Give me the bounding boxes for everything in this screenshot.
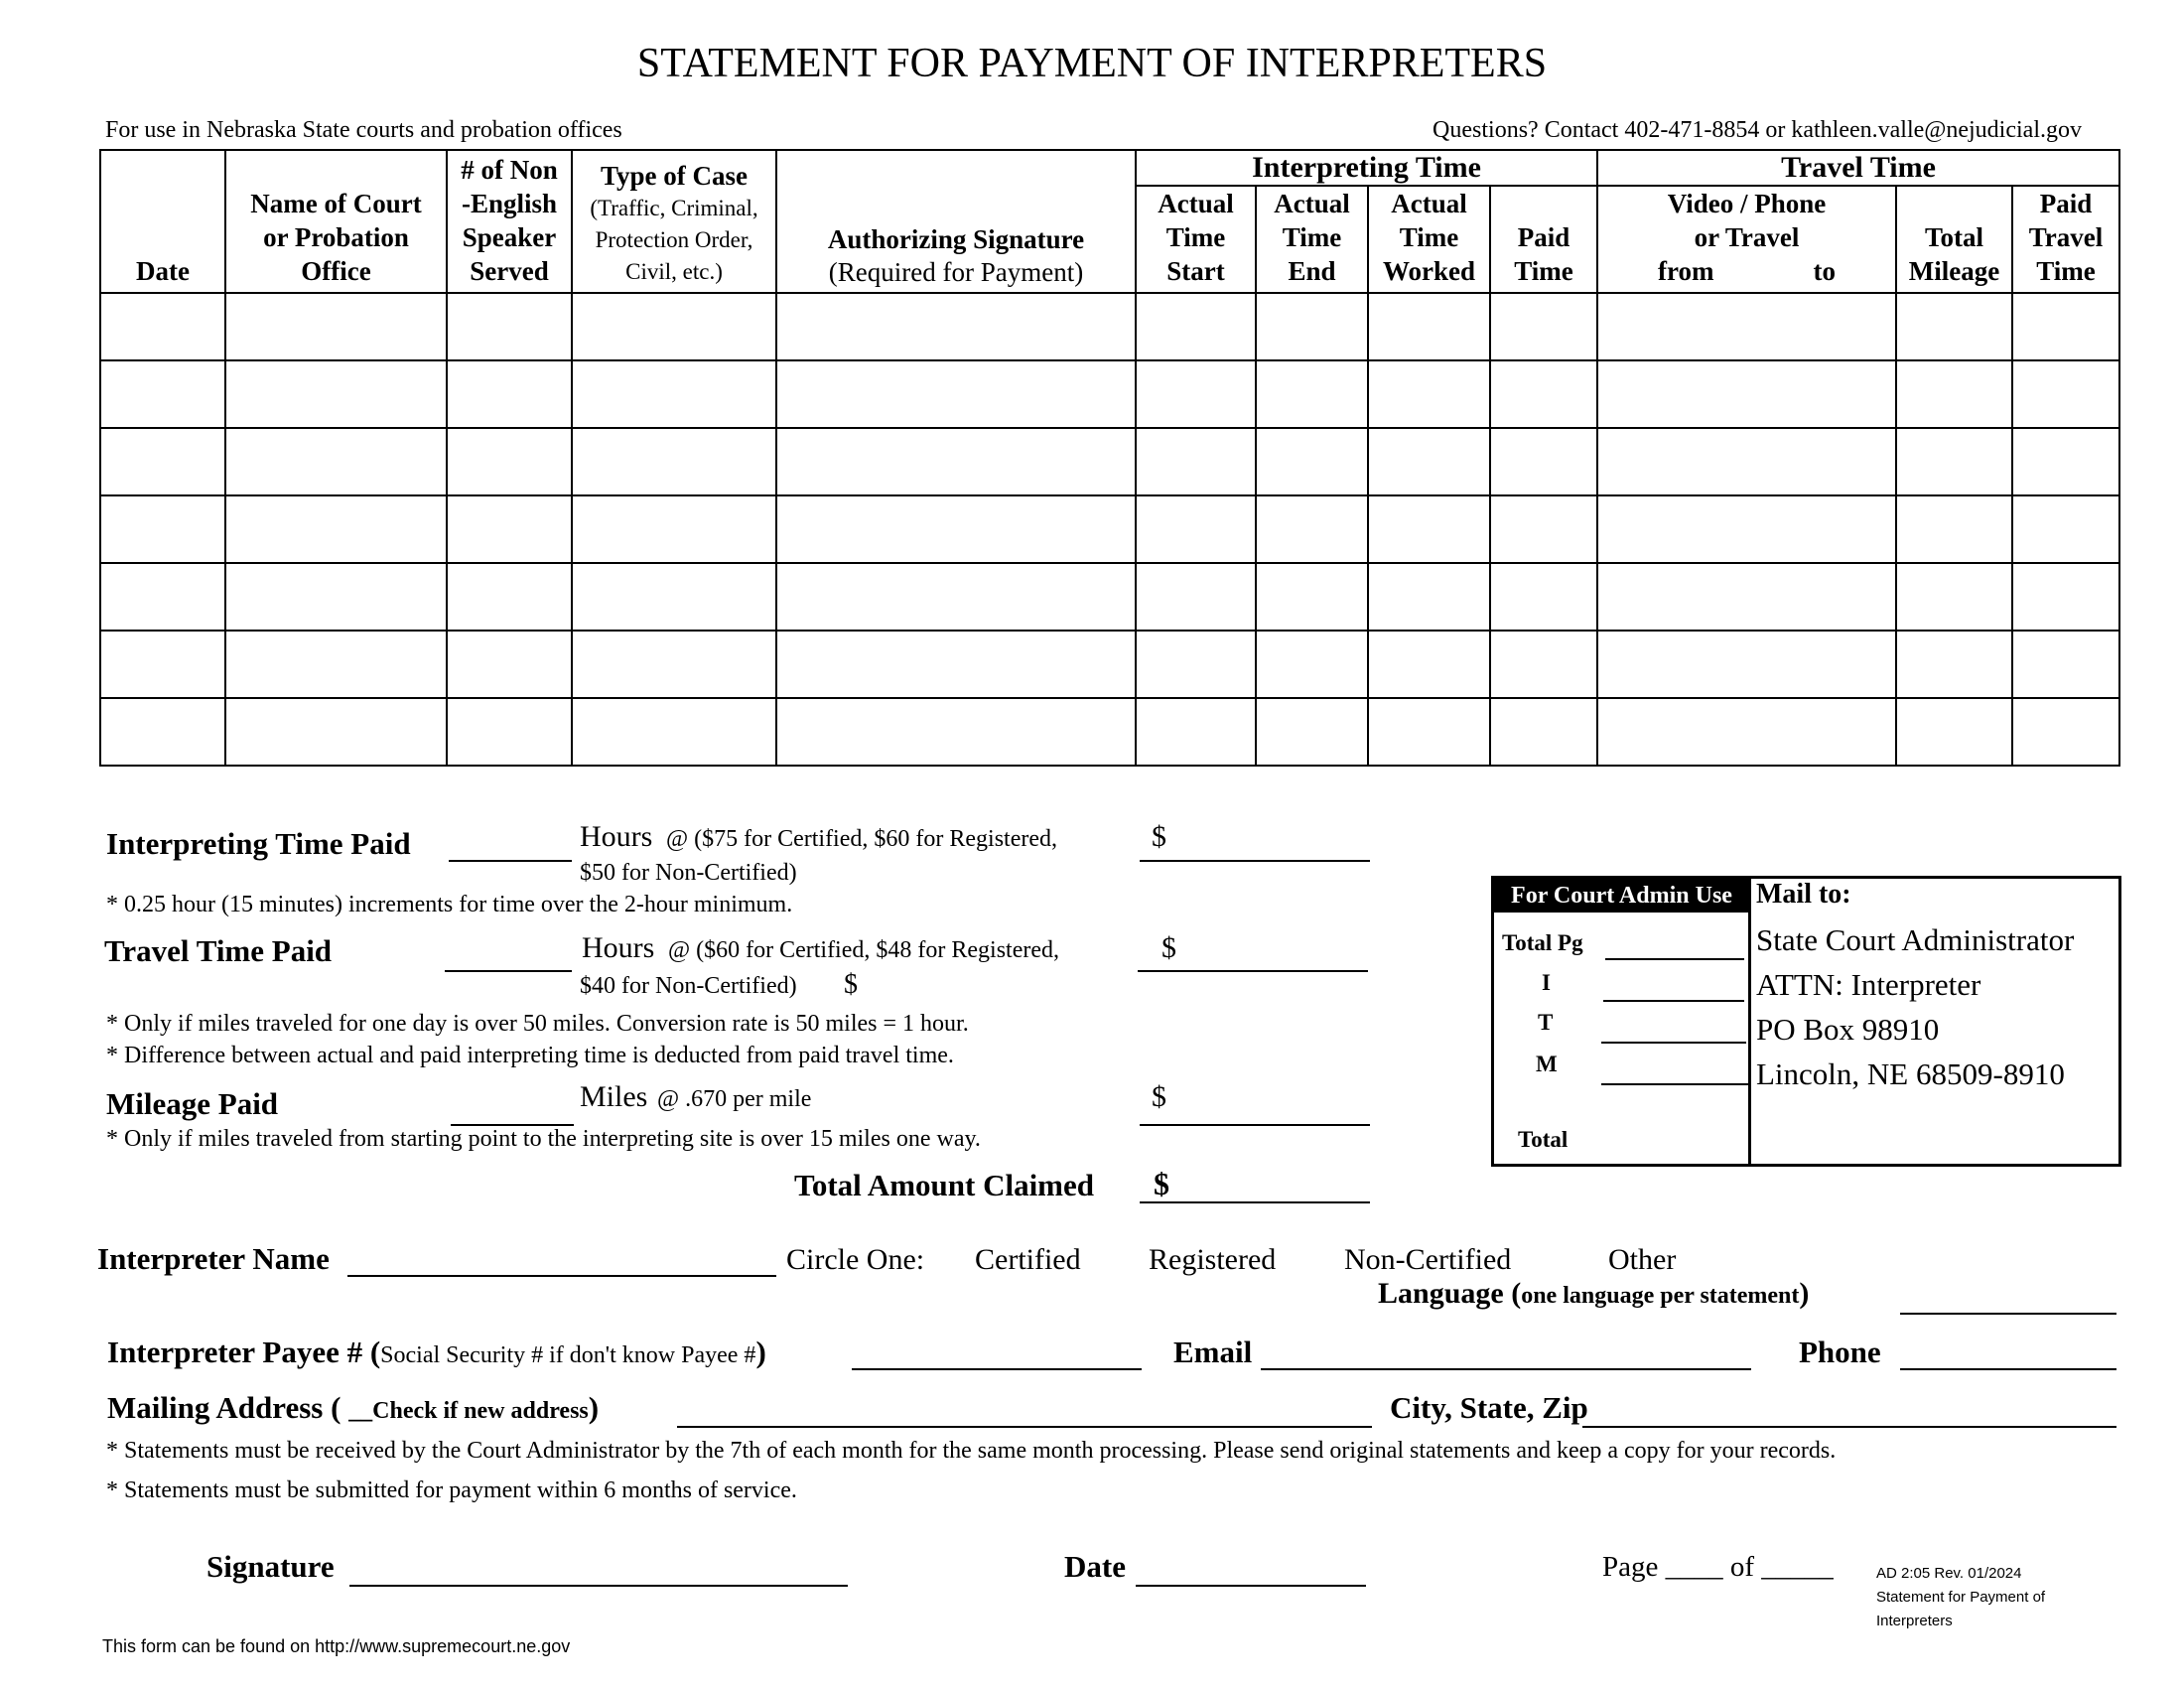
travel-inline-dollar: $: [844, 969, 858, 1000]
table-cell[interactable]: [1896, 698, 2012, 766]
col-time-start: Actual Time Start: [1136, 186, 1256, 293]
table-cell[interactable]: [776, 563, 1136, 631]
col-video-phone: Video / Phone or Travel from to: [1597, 186, 1896, 293]
col-time-end: Actual Time End: [1256, 186, 1368, 293]
table-cell[interactable]: [1136, 495, 1256, 563]
table-row: [100, 360, 2119, 428]
signature-label: Signature: [206, 1549, 335, 1584]
mailing-address-field[interactable]: [677, 1426, 1372, 1428]
table-cell[interactable]: [1896, 428, 2012, 495]
table-cell[interactable]: [1136, 631, 1256, 698]
table-cell[interactable]: [447, 631, 572, 698]
interpreter-name-field[interactable]: [347, 1275, 776, 1277]
col-speakers: # of Non -English Speaker Served: [447, 150, 572, 293]
table-cell[interactable]: [1368, 360, 1490, 428]
table-cell[interactable]: [100, 563, 225, 631]
table-cell[interactable]: [572, 631, 776, 698]
table-cell[interactable]: [225, 495, 447, 563]
date-field[interactable]: [1136, 1585, 1366, 1587]
table-cell[interactable]: [1256, 495, 1368, 563]
travel-hours-word: Hours: [582, 931, 655, 964]
total-amount-field[interactable]: [1140, 1201, 1370, 1203]
table-cell[interactable]: [1896, 360, 2012, 428]
option-non-certified[interactable]: Non-Certified: [1344, 1243, 1512, 1276]
travel-note-1: * Only if miles traveled for one day is over 50 miles. Conversion rate is 50 miles = 1 hour.: [106, 1011, 969, 1037]
table-cell[interactable]: [225, 428, 447, 495]
travel-dollar: $: [1161, 931, 1176, 964]
table-cell[interactable]: [1256, 698, 1368, 766]
group-interpreting-time: Interpreting Time: [1136, 150, 1597, 186]
interp-time-label: Interpreting Time Paid: [106, 826, 411, 861]
mail-to-label: Mail to:: [1756, 879, 1851, 910]
table-cell[interactable]: [1490, 631, 1597, 698]
mileage-label: Mileage Paid: [106, 1086, 279, 1121]
interp-rates-1: @ ($75 for Certified, $60 for Registered,: [666, 826, 1057, 852]
col-auth-signature: Authorizing Signature (Required for Payment): [776, 150, 1136, 293]
table-cell[interactable]: [1368, 631, 1490, 698]
mail-address-2: ATTN: Interpreter: [1756, 967, 1981, 1002]
table-cell[interactable]: [1597, 698, 1896, 766]
table-cell[interactable]: [776, 293, 1136, 360]
table-cell[interactable]: [447, 563, 572, 631]
table-cell[interactable]: [1368, 563, 1490, 631]
table-cell[interactable]: [572, 495, 776, 563]
table-cell[interactable]: [225, 360, 447, 428]
table-cell[interactable]: [1256, 631, 1368, 698]
table-cell[interactable]: [2012, 293, 2119, 360]
language-field[interactable]: [1900, 1313, 2116, 1315]
table-cell[interactable]: [1490, 563, 1597, 631]
form-subtitle-left: For use in Nebraska State courts and probation offices: [105, 117, 622, 143]
signature-field[interactable]: [349, 1585, 848, 1587]
table-cell[interactable]: [1368, 293, 1490, 360]
table-cell[interactable]: [100, 428, 225, 495]
table-cell[interactable]: [1490, 293, 1597, 360]
table-cell[interactable]: [100, 293, 225, 360]
admin-t-field[interactable]: [1601, 1042, 1746, 1044]
col-total-mileage: Total Mileage: [1896, 186, 2012, 293]
table-row: [100, 495, 2119, 563]
submission-note-1: * Statements must be received by the Court Administrator by the 7th of each month for the same month processing. Please send original statements and keep a copy for your records.: [106, 1438, 1837, 1464]
circle-one-label: Circle One:: [786, 1243, 925, 1276]
table-cell[interactable]: [572, 360, 776, 428]
table-cell[interactable]: [1136, 293, 1256, 360]
table-cell[interactable]: [776, 428, 1136, 495]
table-cell[interactable]: [225, 563, 447, 631]
total-claimed-label: Total Amount Claimed: [794, 1168, 1095, 1202]
table-cell[interactable]: [2012, 360, 2119, 428]
table-cell[interactable]: [447, 293, 572, 360]
admin-total-label: Total: [1518, 1127, 1569, 1152]
travel-note-2: * Difference between actual and paid interpreting time is deducted from paid travel time.: [106, 1043, 954, 1068]
table-row: [100, 698, 2119, 766]
table-cell[interactable]: [225, 698, 447, 766]
interpreter-name-label: Interpreter Name: [97, 1241, 330, 1276]
court-admin-divider: [1748, 879, 1751, 1164]
mileage-rate: @ .670 per mile: [657, 1086, 812, 1112]
table-cell[interactable]: [1256, 293, 1368, 360]
table-cell[interactable]: [776, 631, 1136, 698]
table-cell[interactable]: [2012, 698, 2119, 766]
table-cell[interactable]: [1896, 631, 2012, 698]
mail-address-4: Lincoln, NE 68509-8910: [1756, 1056, 2065, 1091]
interp-hours-word: Hours: [580, 820, 653, 853]
table-cell[interactable]: [572, 698, 776, 766]
admin-total-pg-field[interactable]: [1605, 958, 1744, 960]
table-cell[interactable]: [1256, 428, 1368, 495]
table-cell[interactable]: [2012, 428, 2119, 495]
table-row: [100, 428, 2119, 495]
table-cell[interactable]: [100, 631, 225, 698]
table-cell[interactable]: [100, 360, 225, 428]
col-time-worked: Actual Time Worked: [1368, 186, 1490, 293]
option-registered[interactable]: Registered: [1149, 1243, 1277, 1276]
travel-amount-field[interactable]: [1138, 970, 1368, 972]
table-cell[interactable]: [1490, 495, 1597, 563]
form-code-2: Statement for Payment of: [1876, 1589, 2046, 1606]
table-cell[interactable]: [447, 698, 572, 766]
table-cell[interactable]: [100, 495, 225, 563]
table-cell[interactable]: [1136, 360, 1256, 428]
table-row: [100, 631, 2119, 698]
table-cell[interactable]: [2012, 563, 2119, 631]
city-state-zip-field[interactable]: [1582, 1426, 2116, 1428]
table-cell[interactable]: [100, 698, 225, 766]
admin-i-label: I: [1542, 970, 1551, 995]
email-field[interactable]: [1261, 1368, 1751, 1370]
travel-hours-field[interactable]: [445, 970, 572, 972]
city-state-zip-label: City, State, Zip: [1390, 1390, 1588, 1425]
table-cell[interactable]: [1597, 631, 1896, 698]
form-code-3: Interpreters: [1876, 1613, 1953, 1629]
table-cell[interactable]: [1597, 428, 1896, 495]
submission-note-2: * Statements must be submitted for payment within 6 months of service.: [106, 1477, 797, 1503]
table-cell[interactable]: [447, 428, 572, 495]
mileage-miles-word: Miles: [580, 1080, 648, 1113]
table-cell[interactable]: [1136, 698, 1256, 766]
table-cell[interactable]: [1136, 563, 1256, 631]
table-cell[interactable]: [2012, 631, 2119, 698]
col-paid-travel: Paid Travel Time: [2012, 186, 2119, 293]
table-cell[interactable]: [1368, 428, 1490, 495]
table-cell[interactable]: [1896, 495, 2012, 563]
table-row: [100, 563, 2119, 631]
table-cell[interactable]: [1597, 563, 1896, 631]
table-cell[interactable]: [1490, 428, 1597, 495]
phone-label: Phone: [1799, 1335, 1881, 1369]
table-cell[interactable]: [572, 428, 776, 495]
language-label: Language (one language per statement): [1378, 1277, 1810, 1310]
payee-field[interactable]: [852, 1368, 1142, 1370]
court-admin-header: For Court Admin Use: [1494, 879, 1749, 913]
interp-dollar: $: [1152, 820, 1166, 853]
interp-note: * 0.25 hour (15 minutes) increments for time over the 2-hour minimum.: [106, 892, 793, 917]
table-cell[interactable]: [2012, 495, 2119, 563]
table-cell[interactable]: [225, 631, 447, 698]
col-case-type: Type of Case (Traffic, Criminal, Protection Order, Civil, etc.): [572, 150, 776, 293]
table-cell[interactable]: [1597, 360, 1896, 428]
form-code-1: AD 2:05 Rev. 01/2024: [1876, 1565, 2022, 1582]
court-admin-box: [1491, 876, 2121, 1167]
table-cell[interactable]: [447, 360, 572, 428]
total-dollar: $: [1154, 1166, 1169, 1201]
table-cell[interactable]: [1896, 563, 2012, 631]
table-cell[interactable]: [776, 360, 1136, 428]
interp-hours-field[interactable]: [449, 860, 572, 862]
option-certified[interactable]: Certified: [975, 1243, 1081, 1276]
option-other[interactable]: Other: [1608, 1243, 1677, 1276]
form-url-note: This form can be found on http://www.supremecourt.ne.gov: [102, 1636, 571, 1656]
service-log-table: [99, 149, 2120, 767]
admin-i-field[interactable]: [1603, 1000, 1744, 1002]
mailing-address-label: Mailing Address ( __Check if new address): [107, 1390, 600, 1425]
table-cell[interactable]: [1490, 360, 1597, 428]
table-cell[interactable]: [1368, 698, 1490, 766]
admin-total-pg-label: Total Pg: [1502, 930, 1583, 955]
table-cell[interactable]: [447, 495, 572, 563]
col-court: Name of Court or Probation Office: [225, 150, 447, 293]
table-cell[interactable]: [572, 563, 776, 631]
email-label: Email: [1173, 1335, 1253, 1369]
table-cell[interactable]: [572, 293, 776, 360]
admin-m-field[interactable]: [1601, 1083, 1748, 1085]
table-cell[interactable]: [1368, 495, 1490, 563]
payee-label: Interpreter Payee # (Social Security # if don't know Payee #): [107, 1335, 766, 1369]
table-cell[interactable]: [1896, 293, 2012, 360]
table-cell[interactable]: [1597, 293, 1896, 360]
mail-address-1: State Court Administrator: [1756, 922, 2075, 957]
phone-field[interactable]: [1900, 1368, 2116, 1370]
table-cell[interactable]: [1136, 428, 1256, 495]
interp-amount-field[interactable]: [1140, 860, 1370, 862]
table-cell[interactable]: [1490, 698, 1597, 766]
group-travel-time: Travel Time: [1597, 150, 2119, 186]
admin-t-label: T: [1538, 1010, 1554, 1035]
mail-address-3: PO Box 98910: [1756, 1012, 1940, 1047]
table-row: [100, 293, 2119, 360]
form-title: STATEMENT FOR PAYMENT OF INTERPRETERS: [636, 41, 1548, 86]
interp-rates-2: $50 for Non-Certified): [580, 860, 797, 886]
mileage-note: * Only if miles traveled from starting point to the interpreting site is over 15 miles one way.: [106, 1126, 981, 1152]
table-cell[interactable]: [1256, 563, 1368, 631]
mileage-dollar: $: [1152, 1080, 1166, 1113]
table-cell[interactable]: [1597, 495, 1896, 563]
form-contact: Questions? Contact 402-471-8854 or kathleen.valle@nejudicial.gov: [1433, 117, 2082, 143]
table-cell[interactable]: [776, 495, 1136, 563]
col-date: Date: [100, 150, 225, 293]
page-count: Page ____ of _____: [1602, 1551, 1834, 1583]
table-cell[interactable]: [1256, 360, 1368, 428]
travel-time-label: Travel Time Paid: [104, 933, 333, 968]
date-label: Date: [1064, 1549, 1126, 1584]
travel-rates-2: $40 for Non-Certified): [580, 973, 797, 999]
col-paid-time: Paid Time: [1490, 186, 1597, 293]
mileage-amount-field[interactable]: [1140, 1124, 1370, 1126]
admin-m-label: M: [1536, 1052, 1558, 1076]
table-cell[interactable]: [225, 293, 447, 360]
travel-rates-1: @ ($60 for Certified, $48 for Registered,: [668, 937, 1059, 963]
table-cell[interactable]: [776, 698, 1136, 766]
